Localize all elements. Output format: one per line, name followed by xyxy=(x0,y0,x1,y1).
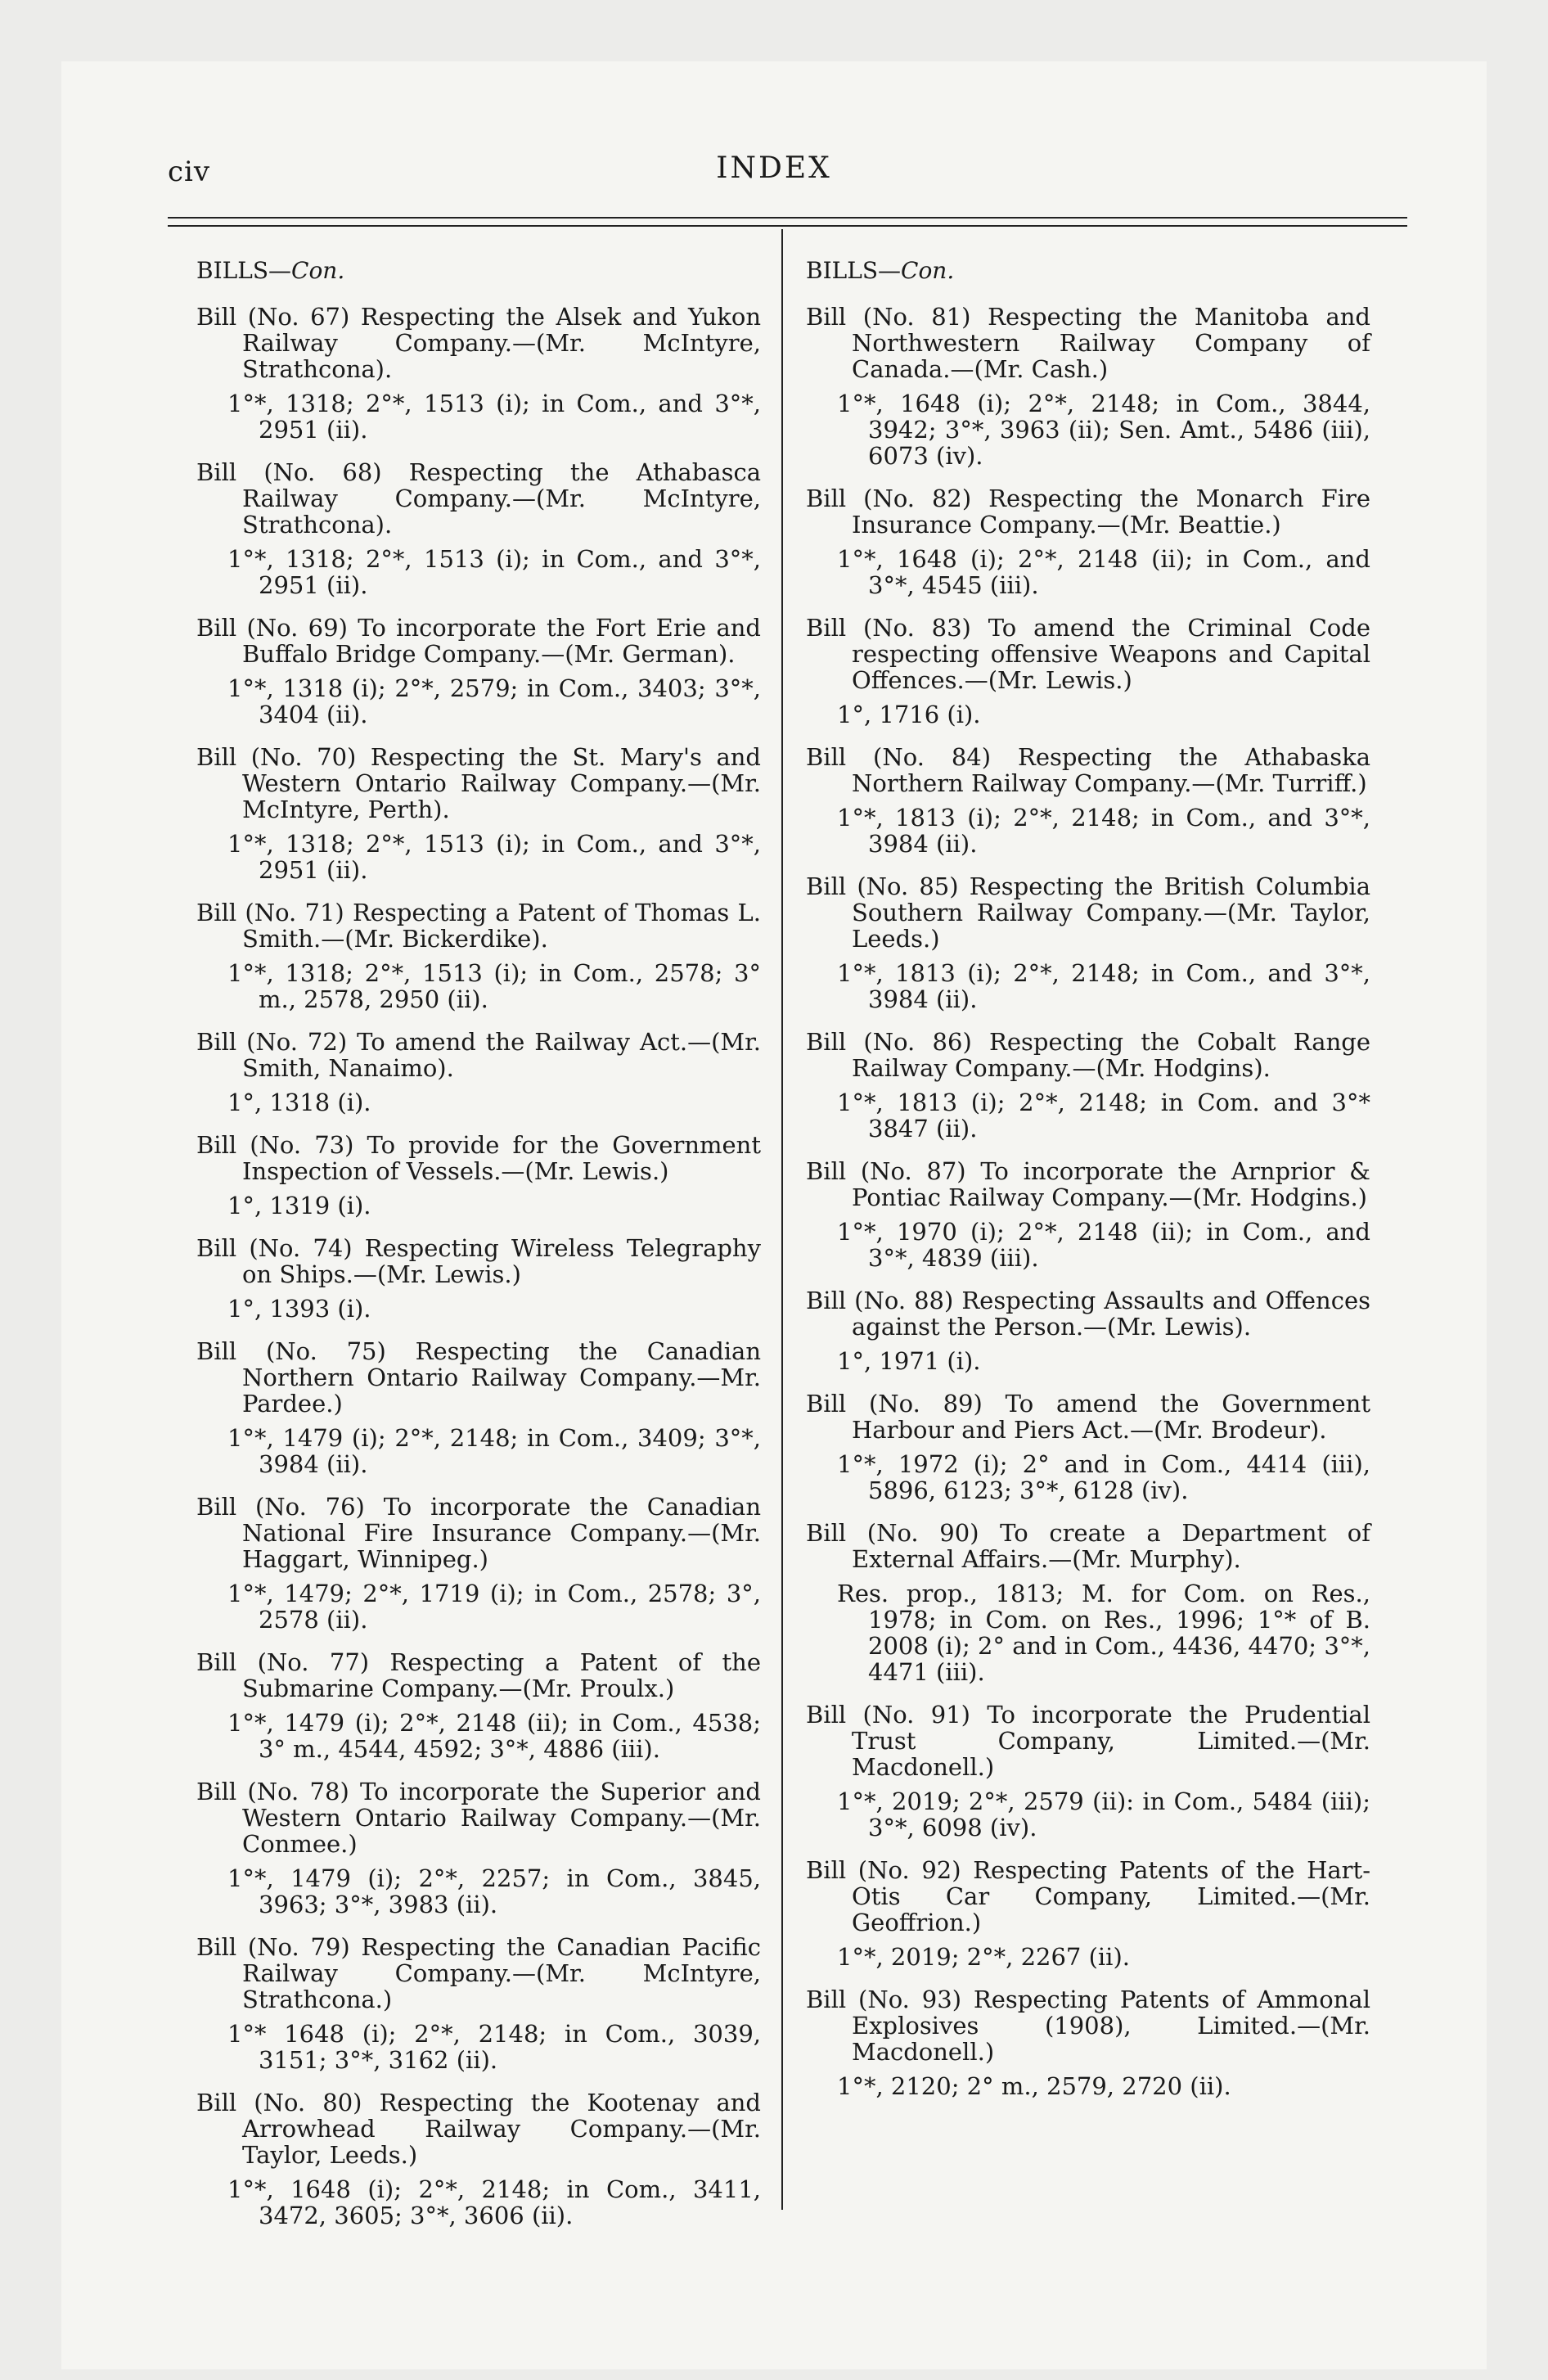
page-number: civ xyxy=(168,156,211,188)
entry-page-references: 1°*, 1479 (i); 2°*, 2148; in Com., 3409; 3°*, 3984 (ii). xyxy=(227,1424,761,1478)
entry-page-references: 1°, 1716 (i). xyxy=(837,701,981,728)
section-heading-continued: Con. xyxy=(901,257,955,284)
column-divider xyxy=(781,229,783,2210)
index-entry xyxy=(196,615,761,728)
entry-page-references: 1°*, 1813 (i); 2°*, 2148; in Com., and 3°*, 3984 (ii). xyxy=(837,959,1370,1013)
entry-title: Bill (No. 84) Respecting the Athabaska Northern Railway Company.—(Mr. Turriff.) xyxy=(806,743,1370,797)
entry-page-references: 1°*, 1813 (i); 2°*, 2148; in Com., and 3°*, 3984 (ii). xyxy=(837,804,1370,858)
index-entry xyxy=(196,1778,761,1918)
index-entry xyxy=(196,1934,761,2073)
entry-title: Bill (No. 73) To provide for the Government Inspection of Vessels.—(Mr. Lewis.) xyxy=(196,1131,761,1185)
entry-page-references: 1°*, 1318; 2°*, 1513 (i); in Com., 2578; 3° m., 2578, 2950 (ii). xyxy=(227,959,761,1013)
entry-title: Bill (No. 87) To incorporate the Arnprior & Pontiac Railway Company.—(Mr. Hodgins.) xyxy=(806,1157,1370,1211)
entry-page-references: 1°*, 1318; 2°*, 1513 (i); in Com., and 3°*, 2951 (ii). xyxy=(227,830,761,884)
index-entry xyxy=(806,1391,1370,1503)
index-entry xyxy=(196,744,761,883)
index-entries-left xyxy=(196,304,761,2229)
index-entry xyxy=(196,304,761,443)
entry-page-references: 1°*, 1479; 2°*, 1719 (i); in Com., 2578; 3°, 2578 (ii). xyxy=(227,1580,761,1634)
index-entry xyxy=(806,1702,1370,1841)
index-entry xyxy=(806,304,1370,469)
entry-page-references: 1°, 1971 (i). xyxy=(837,1347,981,1375)
entry-page-references: 1°*, 1813 (i); 2°*, 2148; in Com. and 3°* 3847 (ii). xyxy=(837,1089,1370,1143)
index-entry xyxy=(196,1494,761,1633)
entry-page-references: 1°*, 2019; 2°*, 2579 (ii): in Com., 5484 (iii); 3°*, 6098 (iv). xyxy=(837,1787,1370,1841)
entry-page-references: 1°*, 1970 (i); 2°*, 2148 (ii); in Com., and 3°*, 4839 (iii). xyxy=(837,1218,1370,1272)
entry-title: Bill (No. 75) Respecting the Canadian Northern Ontario Railway Company.—Mr. Pardee.) xyxy=(196,1337,761,1418)
entry-title: Bill (No. 82) Respecting the Monarch Fire Insurance Company.—(Mr. Beattie.) xyxy=(806,485,1370,539)
entry-title: Bill (No. 79) Respecting the Canadian Pacific Railway Company.—(Mr. McIntyre, Strathcona.) xyxy=(196,1933,761,2013)
section-heading-continued: Con. xyxy=(291,257,345,284)
entry-title: Bill (No. 88) Respecting Assaults and Offences against the Person.—(Mr. Lewis). xyxy=(806,1287,1370,1341)
index-entry xyxy=(806,1986,1370,2099)
index-entry xyxy=(196,1132,761,1219)
running-head-title: INDEX xyxy=(716,151,832,185)
index-entry xyxy=(806,744,1370,857)
entry-title: Bill (No. 72) To amend the Railway Act.—(Mr. Smith, Nanaimo). xyxy=(196,1028,761,1082)
entry-title: Bill (No. 89) To amend the Government Harbour and Piers Act.—(Mr. Brodeur). xyxy=(806,1390,1370,1444)
index-entry xyxy=(806,1857,1370,1970)
entry-title: Bill (No. 91) To incorporate the Prudential Trust Company, Limited.—(Mr. Macdonell.) xyxy=(806,1701,1370,1781)
entry-page-references: 1°, 1393 (i). xyxy=(227,1295,371,1323)
entry-title: Bill (No. 77) Respecting a Patent of the Submarine Company.—(Mr. Proulx.) xyxy=(196,1648,761,1702)
entry-page-references: 1°* 1648 (i); 2°*, 2148; in Com., 3039, 3151; 3°*, 3162 (ii). xyxy=(227,2020,761,2074)
index-entry xyxy=(196,1649,761,1762)
book-page xyxy=(61,61,1487,2369)
index-entry xyxy=(806,615,1370,728)
index-entry xyxy=(806,485,1370,598)
index-entry xyxy=(196,459,761,598)
entry-page-references: 1°*, 1479 (i); 2°*, 2257; in Com., 3845, 3963; 3°*, 3983 (ii). xyxy=(227,1864,761,1918)
entry-title: Bill (No. 83) To amend the Criminal Code respecting offensive Weapons and Capital Offences.—(Mr. Lewis.) xyxy=(806,614,1370,694)
entry-title: Bill (No. 85) Respecting the British Columbia Southern Railway Company.—(Mr. Taylor, Leeds.) xyxy=(806,872,1370,953)
entry-title: Bill (No. 76) To incorporate the Canadian National Fire Insurance Company.—(Mr. Haggart, Winnipeg.) xyxy=(196,1493,761,1573)
entry-title: Bill (No. 68) Respecting the Athabasca Railway Company.—(Mr. McIntyre, Strathcona). xyxy=(196,458,761,539)
entry-page-references: 1°*, 1318; 2°*, 1513 (i); in Com., and 3°*, 2951 (ii). xyxy=(227,390,761,444)
section-heading-label: BILLS— xyxy=(806,257,902,284)
entry-page-references: 1°*, 2120; 2° m., 2579, 2720 (ii). xyxy=(837,2072,1231,2100)
index-entry xyxy=(806,1287,1370,1374)
entry-page-references: 1°*, 1648 (i); 2°*, 2148 (ii); in Com., and 3°*, 4545 (iii). xyxy=(837,545,1370,599)
index-entry xyxy=(196,2089,761,2229)
header-rule xyxy=(168,217,1407,219)
index-entry xyxy=(806,1520,1370,1685)
index-entry xyxy=(806,873,1370,1012)
entry-page-references: Res. prop., 1813; M. for Com. on Res., 1978; in Com. on Res., 1996; 1°* of B. 2008 (i); 2° and in Com., 4436, 4470; 3°*, 4471 (iii). xyxy=(837,1580,1370,1686)
right-column xyxy=(806,258,1370,2116)
entry-title: Bill (No. 78) To incorporate the Superior and Western Ontario Railway Company.—(Mr. Conmee.) xyxy=(196,1778,761,1858)
entry-page-references: 1°, 1318 (i). xyxy=(227,1089,371,1116)
entry-page-references: 1°*, 2019; 2°*, 2267 (ii). xyxy=(837,1943,1130,1971)
index-entry xyxy=(806,1029,1370,1142)
entry-page-references: 1°*, 1479 (i); 2°*, 2148 (ii); in Com., 4538; 3° m., 4544, 4592; 3°*, 4886 (iii). xyxy=(227,1709,761,1763)
entry-page-references: 1°*, 1648 (i); 2°*, 2148; in Com., 3411, 3472, 3605; 3°*, 3606 (ii). xyxy=(227,2175,761,2229)
entry-title: Bill (No. 80) Respecting the Kootenay and Arrowhead Railway Company.—(Mr. Taylor, Leeds.) xyxy=(196,2089,761,2169)
entry-title: Bill (No. 71) Respecting a Patent of Thomas L. Smith.—(Mr. Bickerdike). xyxy=(196,899,761,953)
section-heading-label: BILLS— xyxy=(196,257,292,284)
entry-page-references: 1°*, 1648 (i); 2°*, 2148; in Com., 3844, 3942; 3°*, 3963 (ii); Sen. Amt., 5486 (iii), 6073 (iv). xyxy=(837,390,1370,470)
entry-title: Bill (No. 67) Respecting the Alsek and Yukon Railway Company.—(Mr. McIntyre, Strathcona). xyxy=(196,303,761,383)
entry-page-references: 1°*, 1972 (i); 2° and in Com., 4414 (iii), 5896, 6123; 3°*, 6128 (iv). xyxy=(837,1450,1370,1504)
entry-title: Bill (No. 69) To incorporate the Fort Erie and Buffalo Bridge Company.—(Mr. German). xyxy=(196,614,761,668)
entry-title: Bill (No. 93) Respecting Patents of Ammonal Explosives (1908), Limited.—(Mr. Macdonell.) xyxy=(806,1986,1370,2066)
index-entry xyxy=(196,1029,761,1116)
section-heading xyxy=(806,258,1370,284)
index-entry xyxy=(196,1235,761,1322)
left-column xyxy=(196,258,761,2245)
entry-page-references: 1°*, 1318; 2°*, 1513 (i); in Com., and 3°*, 2951 (ii). xyxy=(227,545,761,599)
entry-title: Bill (No. 90) To create a Department of External Affairs.—(Mr. Murphy). xyxy=(806,1519,1370,1573)
entry-title: Bill (No. 74) Respecting Wireless Telegraphy on Ships.—(Mr. Lewis.) xyxy=(196,1234,761,1288)
index-entry xyxy=(196,1338,761,1477)
index-entries-right xyxy=(806,304,1370,2099)
entry-title: Bill (No. 70) Respecting the St. Mary's and Western Ontario Railway Company.—(Mr. McIntyre, Perth). xyxy=(196,743,761,823)
section-heading xyxy=(196,258,761,284)
entry-title: Bill (No. 92) Respecting Patents of the Hart-Otis Car Company, Limited.—(Mr. Geoffrion.) xyxy=(806,1856,1370,1936)
entry-page-references: 1°*, 1318 (i); 2°*, 2579; in Com., 3403; 3°*, 3404 (ii). xyxy=(227,674,761,728)
header-rule-lower xyxy=(168,225,1407,227)
entry-page-references: 1°, 1319 (i). xyxy=(227,1192,371,1219)
index-entry xyxy=(806,1158,1370,1271)
entry-title: Bill (No. 81) Respecting the Manitoba and Northwestern Railway Company of Canada.—(Mr. Cash.) xyxy=(806,303,1370,383)
index-entry xyxy=(196,899,761,1012)
entry-title: Bill (No. 86) Respecting the Cobalt Range Railway Company.—(Mr. Hodgins). xyxy=(806,1028,1370,1082)
